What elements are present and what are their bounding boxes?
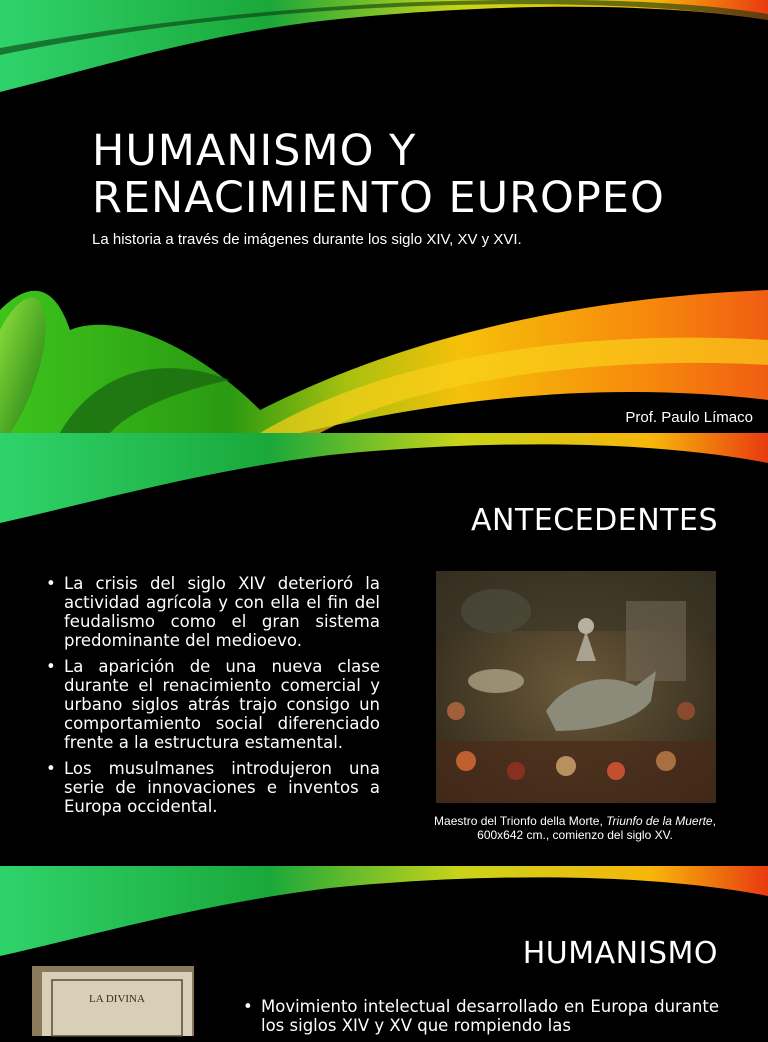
- triumph-of-death-painting: [436, 571, 716, 803]
- section-heading: ANTECEDENTES: [471, 503, 718, 538]
- section-heading: HUMANISMO: [522, 936, 718, 971]
- bullet-item: [46, 657, 380, 752]
- painting-caption: [420, 814, 730, 842]
- caption-suffix: ,: [712, 814, 716, 828]
- caption-line-2: 600x642 cm., comienzo del siglo XV.: [477, 828, 673, 842]
- caption-prefix: Maestro del Trionfo della Morte,: [434, 814, 607, 828]
- antecedentes-bullet-list: [46, 574, 380, 823]
- divina-commedia-book-image: [32, 966, 194, 1036]
- author-name: Prof. Paulo Límaco: [625, 409, 753, 426]
- bullet-item: [243, 997, 719, 1035]
- title-slide: [0, 0, 768, 433]
- bullet-text: La aparición de una nueva clase durante el renacimiento comercial y urbano siglos atrás trajo consigo un comportamiento social diferenciado frente a la estructura estamental.: [64, 657, 380, 752]
- bullet-item: [46, 759, 380, 816]
- humanismo-slide: [0, 866, 768, 1035]
- presentation-title: [92, 128, 732, 222]
- bullet-item: [46, 574, 380, 650]
- swoosh-top-decoration: [0, 0, 768, 100]
- antecedentes-slide: [0, 433, 768, 866]
- bullet-text: Movimiento intelectual desarrollado en Europa durante los siglos XIV y XV que rompiendo las: [261, 997, 719, 1035]
- bullet-marker: •: [46, 574, 56, 593]
- bullet-marker: •: [46, 657, 56, 676]
- book-title-text: LA DIVINA: [89, 993, 145, 1005]
- caption-title: Triunfo de la Muerte: [606, 814, 713, 828]
- bullet-text: Los musulmanes introdujeron una serie de innovaciones e inventos a Europa occidental.: [64, 759, 380, 816]
- title-line-1: HUMANISMO Y: [92, 126, 417, 176]
- bullet-marker: •: [243, 997, 253, 1016]
- title-line-2: RENACIMIENTO EUROPEO: [92, 173, 665, 223]
- humanismo-bullet-list: [243, 997, 719, 1042]
- bullet-marker: •: [46, 759, 56, 778]
- presentation-subtitle: La historia a través de imágenes durante los siglo XIV, XV y XVI.: [92, 231, 522, 248]
- bullet-text: La crisis del siglo XIV deterioró la actividad agrícola y con ella el fin del feudalismo como el gran sistema predominante del medioevo.: [64, 574, 380, 650]
